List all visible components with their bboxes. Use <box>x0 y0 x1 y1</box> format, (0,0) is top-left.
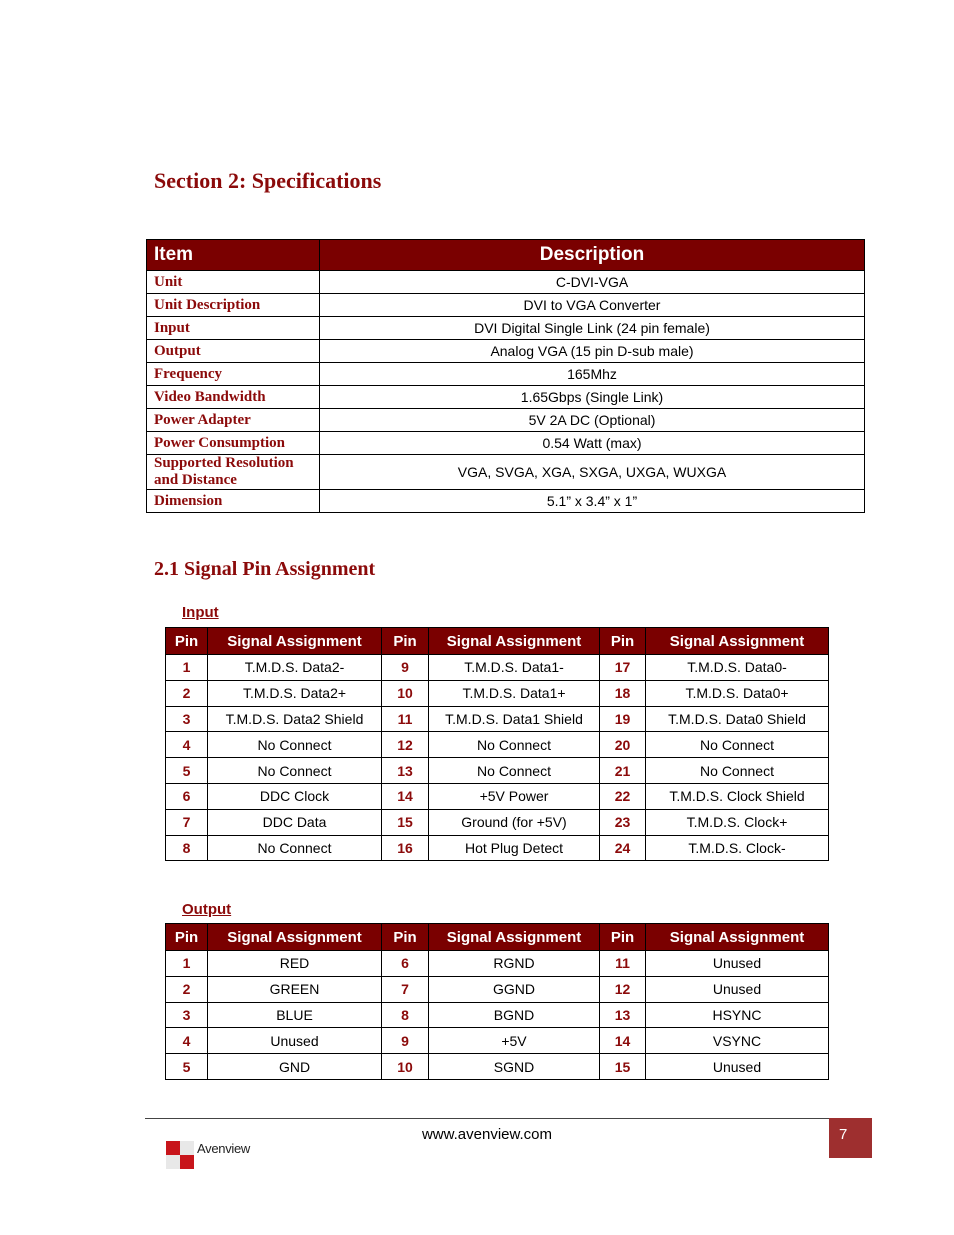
output-pin-table <box>165 923 829 1080</box>
logo-square-red-bottom <box>180 1155 194 1169</box>
signal-assignment: T.M.D.S. Data2+ <box>208 680 382 706</box>
signal-assignment: Unused <box>208 1028 382 1054</box>
pin-number: 13 <box>382 758 429 784</box>
spec-item-value: 1.65Gbps (Single Link) <box>320 386 865 409</box>
pin-number: 20 <box>600 732 646 758</box>
spec-item-label: Dimension <box>147 490 320 513</box>
signal-assignment: T.M.D.S. Data0- <box>646 655 829 681</box>
input-row <box>166 732 829 758</box>
pin-number: 17 <box>600 655 646 681</box>
spec-item-label: Unit Description <box>147 294 320 317</box>
spec-item-label: Unit <box>147 271 320 294</box>
output-header-signal: Signal Assignment <box>208 924 382 951</box>
signal-assignment: GND <box>208 1054 382 1080</box>
input-header-pin: Pin <box>382 628 429 655</box>
logo-square-grey-bottom <box>166 1155 180 1169</box>
input-row <box>166 783 829 809</box>
output-header-row <box>166 924 829 951</box>
pin-number: 10 <box>382 680 429 706</box>
signal-assignment: T.M.D.S. Data2- <box>208 655 382 681</box>
pin-number: 4 <box>166 1028 208 1054</box>
pin-number: 24 <box>600 835 646 861</box>
output-header-pin: Pin <box>166 924 208 951</box>
signal-assignment: GGND <box>429 976 600 1002</box>
signal-assignment: SGND <box>429 1054 600 1080</box>
input-header-row <box>166 628 829 655</box>
pin-number: 19 <box>600 706 646 732</box>
signal-assignment: T.M.D.S. Data1 Shield <box>429 706 600 732</box>
spec-row <box>147 294 865 317</box>
signal-assignment: No Connect <box>429 732 600 758</box>
pin-number: 6 <box>166 783 208 809</box>
spec-item-value: VGA, SVGA, XGA, SXGA, UXGA, WUXGA <box>320 455 865 490</box>
pin-number: 9 <box>382 655 429 681</box>
input-header-pin: Pin <box>600 628 646 655</box>
pin-number: 9 <box>382 1028 429 1054</box>
footer-divider <box>145 1118 872 1119</box>
pin-number: 16 <box>382 835 429 861</box>
pin-number: 2 <box>166 976 208 1002</box>
signal-assignment: T.M.D.S. Data0+ <box>646 680 829 706</box>
signal-assignment: +5V <box>429 1028 600 1054</box>
output-row <box>166 951 829 977</box>
subsection-title: 2.1 Signal Pin Assignment <box>154 558 376 580</box>
spec-item-value: 5V 2A DC (Optional) <box>320 409 865 432</box>
input-row <box>166 680 829 706</box>
pin-number: 11 <box>600 951 646 977</box>
output-header-pin: Pin <box>600 924 646 951</box>
signal-assignment: +5V Power <box>429 783 600 809</box>
pin-number: 15 <box>600 1054 646 1080</box>
signal-assignment: No Connect <box>208 758 382 784</box>
specifications-table <box>146 239 865 513</box>
spec-header-item: Item <box>147 240 320 271</box>
signal-assignment: T.M.D.S. Clock+ <box>646 809 829 835</box>
section-title: Section 2: Specifications <box>154 168 382 193</box>
spec-row <box>147 490 865 513</box>
pin-number: 23 <box>600 809 646 835</box>
signal-assignment: T.M.D.S. Clock- <box>646 835 829 861</box>
pin-number: 12 <box>600 976 646 1002</box>
pin-number: 10 <box>382 1054 429 1080</box>
signal-assignment: No Connect <box>208 835 382 861</box>
spec-item-value: DVI Digital Single Link (24 pin female) <box>320 317 865 340</box>
signal-assignment: Unused <box>646 1054 829 1080</box>
output-row <box>166 1002 829 1028</box>
page-number-box <box>829 1118 872 1158</box>
pin-number: 1 <box>166 655 208 681</box>
pin-number: 22 <box>600 783 646 809</box>
logo-square-red-top <box>166 1141 180 1155</box>
pin-number: 14 <box>600 1028 646 1054</box>
pin-number: 7 <box>166 809 208 835</box>
spec-item-label: Input <box>147 317 320 340</box>
spec-item-value: Analog VGA (15 pin D-sub male) <box>320 340 865 363</box>
spec-header-description: Description <box>320 240 865 271</box>
signal-assignment: Unused <box>646 976 829 1002</box>
spec-item-value: DVI to VGA Converter <box>320 294 865 317</box>
signal-assignment: T.M.D.S. Data0 Shield <box>646 706 829 732</box>
signal-assignment: RGND <box>429 951 600 977</box>
signal-assignment: No Connect <box>646 758 829 784</box>
input-row <box>166 809 829 835</box>
pin-number: 1 <box>166 951 208 977</box>
input-row <box>166 655 829 681</box>
spec-item-label: Power Adapter <box>147 409 320 432</box>
spec-row <box>147 317 865 340</box>
spec-item-value: 0.54 Watt (max) <box>320 432 865 455</box>
signal-assignment: No Connect <box>429 758 600 784</box>
pin-number: 8 <box>382 1002 429 1028</box>
pin-number: 18 <box>600 680 646 706</box>
spec-row <box>147 432 865 455</box>
spec-item-label: Video Bandwidth <box>147 386 320 409</box>
spec-header-row <box>147 240 865 271</box>
spec-item-label: Power Consumption <box>147 432 320 455</box>
spec-item-value: 165Mhz <box>320 363 865 386</box>
pin-number: 6 <box>382 951 429 977</box>
input-pin-table <box>165 627 829 861</box>
signal-assignment: BLUE <box>208 1002 382 1028</box>
pin-number: 11 <box>382 706 429 732</box>
spec-row <box>147 386 865 409</box>
signal-assignment: T.M.D.S. Data1+ <box>429 680 600 706</box>
pin-number: 5 <box>166 758 208 784</box>
pin-number: 7 <box>382 976 429 1002</box>
pin-number: 2 <box>166 680 208 706</box>
page-number: 7 <box>839 1126 848 1143</box>
pin-number: 5 <box>166 1054 208 1080</box>
spec-row <box>147 455 865 490</box>
input-row <box>166 835 829 861</box>
output-header-signal: Signal Assignment <box>646 924 829 951</box>
logo-text: Avenview <box>197 1141 251 1156</box>
signal-assignment: Unused <box>646 951 829 977</box>
signal-assignment: HSYNC <box>646 1002 829 1028</box>
output-header-signal: Signal Assignment <box>429 924 600 951</box>
signal-assignment: VSYNC <box>646 1028 829 1054</box>
signal-assignment: T.M.D.S. Data2 Shield <box>208 706 382 732</box>
spec-row <box>147 363 865 386</box>
spec-item-label: Frequency <box>147 363 320 386</box>
pin-number: 3 <box>166 706 208 732</box>
output-header-pin: Pin <box>382 924 429 951</box>
footer-url[interactable]: www.avenview.com <box>421 1126 553 1143</box>
input-table-caption: Input <box>182 604 219 621</box>
input-header-signal: Signal Assignment <box>429 628 600 655</box>
output-row <box>166 1054 829 1080</box>
spec-item-label: Supported Resolution and Distance <box>147 455 320 490</box>
spec-row <box>147 340 865 363</box>
signal-assignment: No Connect <box>646 732 829 758</box>
output-table-caption: Output <box>182 901 232 918</box>
pin-number: 13 <box>600 1002 646 1028</box>
pin-number: 8 <box>166 835 208 861</box>
input-header-signal: Signal Assignment <box>646 628 829 655</box>
input-header-signal: Signal Assignment <box>208 628 382 655</box>
signal-assignment: RED <box>208 951 382 977</box>
signal-assignment: T.M.D.S. Clock Shield <box>646 783 829 809</box>
signal-assignment: No Connect <box>208 732 382 758</box>
pin-number: 4 <box>166 732 208 758</box>
spec-item-value: C-DVI-VGA <box>320 271 865 294</box>
signal-assignment: BGND <box>429 1002 600 1028</box>
avenview-logo <box>164 1139 264 1179</box>
signal-assignment: DDC Clock <box>208 783 382 809</box>
input-header-pin: Pin <box>166 628 208 655</box>
signal-assignment: GREEN <box>208 976 382 1002</box>
spec-item-label: Output <box>147 340 320 363</box>
pin-number: 14 <box>382 783 429 809</box>
logo-square-grey-top <box>180 1141 194 1155</box>
pin-number: 21 <box>600 758 646 784</box>
input-row <box>166 758 829 784</box>
signal-assignment: DDC Data <box>208 809 382 835</box>
spec-row <box>147 271 865 294</box>
pin-number: 3 <box>166 1002 208 1028</box>
pin-number: 12 <box>382 732 429 758</box>
spec-item-value: 5.1” x 3.4” x 1” <box>320 490 865 513</box>
input-row <box>166 706 829 732</box>
output-row <box>166 976 829 1002</box>
signal-assignment: T.M.D.S. Data1- <box>429 655 600 681</box>
output-row <box>166 1028 829 1054</box>
signal-assignment: Hot Plug Detect <box>429 835 600 861</box>
spec-row <box>147 409 865 432</box>
pin-number: 15 <box>382 809 429 835</box>
signal-assignment: Ground (for +5V) <box>429 809 600 835</box>
